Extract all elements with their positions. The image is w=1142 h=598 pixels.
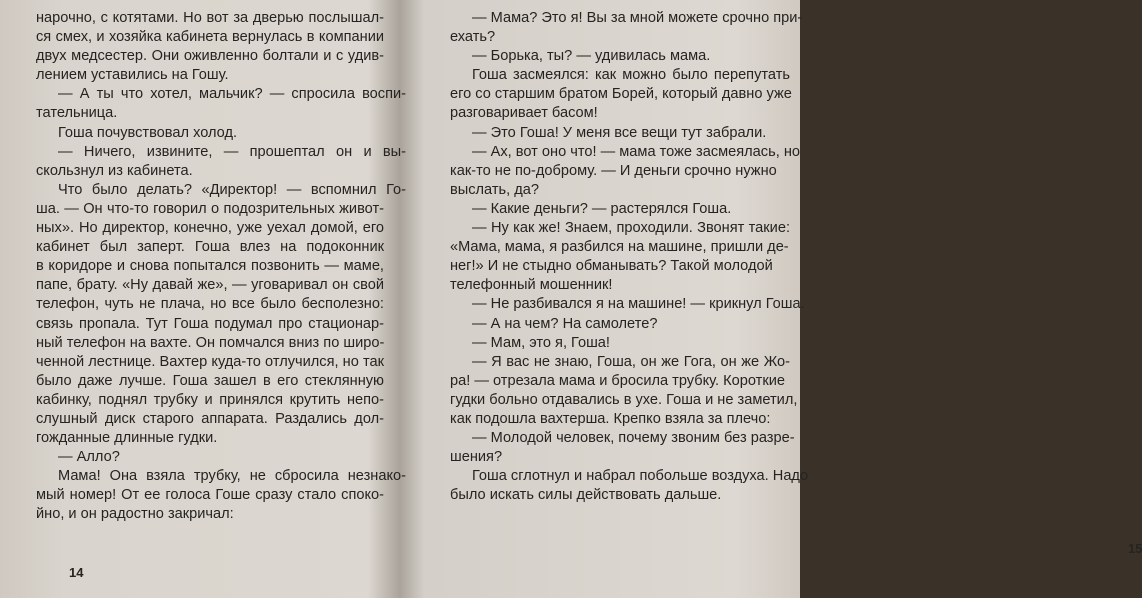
text-line: Гоша сглотнул и набрал побольше воздуха. Надо xyxy=(472,468,809,485)
right-page-text xyxy=(450,9,809,505)
text-line: как подошла вахтерша. Крепко взяла за плечо: xyxy=(450,410,771,427)
text-line: ный телефон на вахте. Он помчался вниз по широ- xyxy=(36,334,385,351)
text-line: разговаривает басом! xyxy=(450,105,598,122)
text-line: — Мама? Это я! Вы за мной можете срочно при- xyxy=(472,10,803,26)
right-page xyxy=(406,0,1142,598)
text-line: — Ничего, извините, — прошептал он и вы- xyxy=(58,143,406,160)
text-line: — Ах, вот оно что! — мама тоже засмеялась, но xyxy=(472,143,800,160)
text-line: было даже лучше. Гоша зашел в его стеклянную xyxy=(36,372,384,389)
text-line: — Это Гоша! У меня все вещи тут забрали. xyxy=(472,124,767,141)
text-line: папе, брату. «Ну давай же», — уговаривал он свой xyxy=(36,277,384,294)
text-line: нарочно, с котятами. Но вот за дверью послышал- xyxy=(36,10,384,26)
text-line: Гоша засмеялся: как можно было перепутать xyxy=(472,67,790,84)
page-number: 15 xyxy=(1128,541,1142,556)
text-line: гудки больно отдавались в ухе. Гоша и не заметил, xyxy=(450,391,798,408)
text-line: как-то не по-доброму. — И деньги срочно нужно xyxy=(450,162,777,179)
text-line: Гоша почувствовал холод. xyxy=(58,124,238,141)
page-number: 14 xyxy=(69,565,84,580)
text-line: гожданные длинные гудки. xyxy=(36,430,218,447)
text-line: его со старшим братом Борей, который давно уже xyxy=(450,86,792,103)
text-line: Что было делать? «Директор! — вспомнил Го- xyxy=(58,181,406,198)
text-line: ных». Но директор, конечно, уже уехал домой, его xyxy=(36,220,384,237)
text-line: кабинет был заперт. Гоша влез на подоконник xyxy=(36,239,384,256)
text-line: — Не разбивался я на машине! — крикнул Гоша. xyxy=(472,296,805,313)
text-line: слушный диск старого аппарата. Раздались дол- xyxy=(36,410,384,427)
text-line: йно, и он радостно закричал: xyxy=(36,506,234,523)
text-line: — Я вас не знаю, Гоша, он же Гога, он же Жо- xyxy=(472,353,790,370)
text-line: ся смех, и хозяйка кабинета вернулась в компании xyxy=(36,29,384,46)
text-line: — Ну как же! Знаем, проходили. Звонят такие: xyxy=(472,220,790,237)
text-line: ехать? xyxy=(450,29,496,46)
text-line: ченной лестнице. Вахтер куда-то отлучился, но так xyxy=(36,353,384,370)
text-line: ра! — отрезала мама и бросила трубку. Короткие xyxy=(450,372,785,389)
text-line: — Какие деньги? — растерялся Гоша. xyxy=(472,200,732,217)
text-line: — Мам, это я, Гоша! xyxy=(472,334,610,351)
text-line: — Молодой человек, почему звоним без разре- xyxy=(472,430,795,447)
text-line: Мама! Она взяла трубку, не сбросила незнако- xyxy=(58,468,406,485)
text-line: тательница. xyxy=(36,105,118,122)
left-page-text xyxy=(36,9,406,525)
text-line: мый номер! От ее голоса Гоше сразу стало споко- xyxy=(36,487,384,504)
text-line: нег!» И не стыдно обманывать? Такой молодой xyxy=(450,258,773,275)
text-line: «Мама, мама, я разбился на машине, пришли де- xyxy=(450,239,789,256)
text-line: — Алло? xyxy=(58,449,120,466)
text-line: лением уставились на Гошу. xyxy=(36,67,229,84)
text-line: — А ты что хотел, мальчик? — спросила воспи- xyxy=(58,86,406,103)
text-line: было искать силы действовать дальше. xyxy=(450,487,722,504)
text-line: выслать, да? xyxy=(450,181,539,198)
text-line: — Борька, ты? — удивилась мама. xyxy=(472,48,711,65)
text-line: — А на чем? На самолете? xyxy=(472,315,658,332)
left-page xyxy=(0,0,406,598)
text-line: кабинку, поднял трубку и принялся крутить непо- xyxy=(36,391,384,408)
text-line: шения? xyxy=(450,449,503,466)
text-line: телефонный мошенник! xyxy=(450,277,613,294)
text-line: телефон, чуть не плача, но все было бесполезно: xyxy=(36,296,384,313)
text-line: двух медсестер. Они оживленно болтали и с удив- xyxy=(36,48,384,65)
text-line: связь пропала. Тут Гоша подумал про стационар- xyxy=(36,315,384,332)
text-line: ша. — Он что-то говорил о подозрительных живот- xyxy=(36,200,384,217)
text-line: скользнул из кабинета. xyxy=(36,162,193,179)
text-line: в коридоре и снова попытался позвонить — маме, xyxy=(36,258,384,275)
